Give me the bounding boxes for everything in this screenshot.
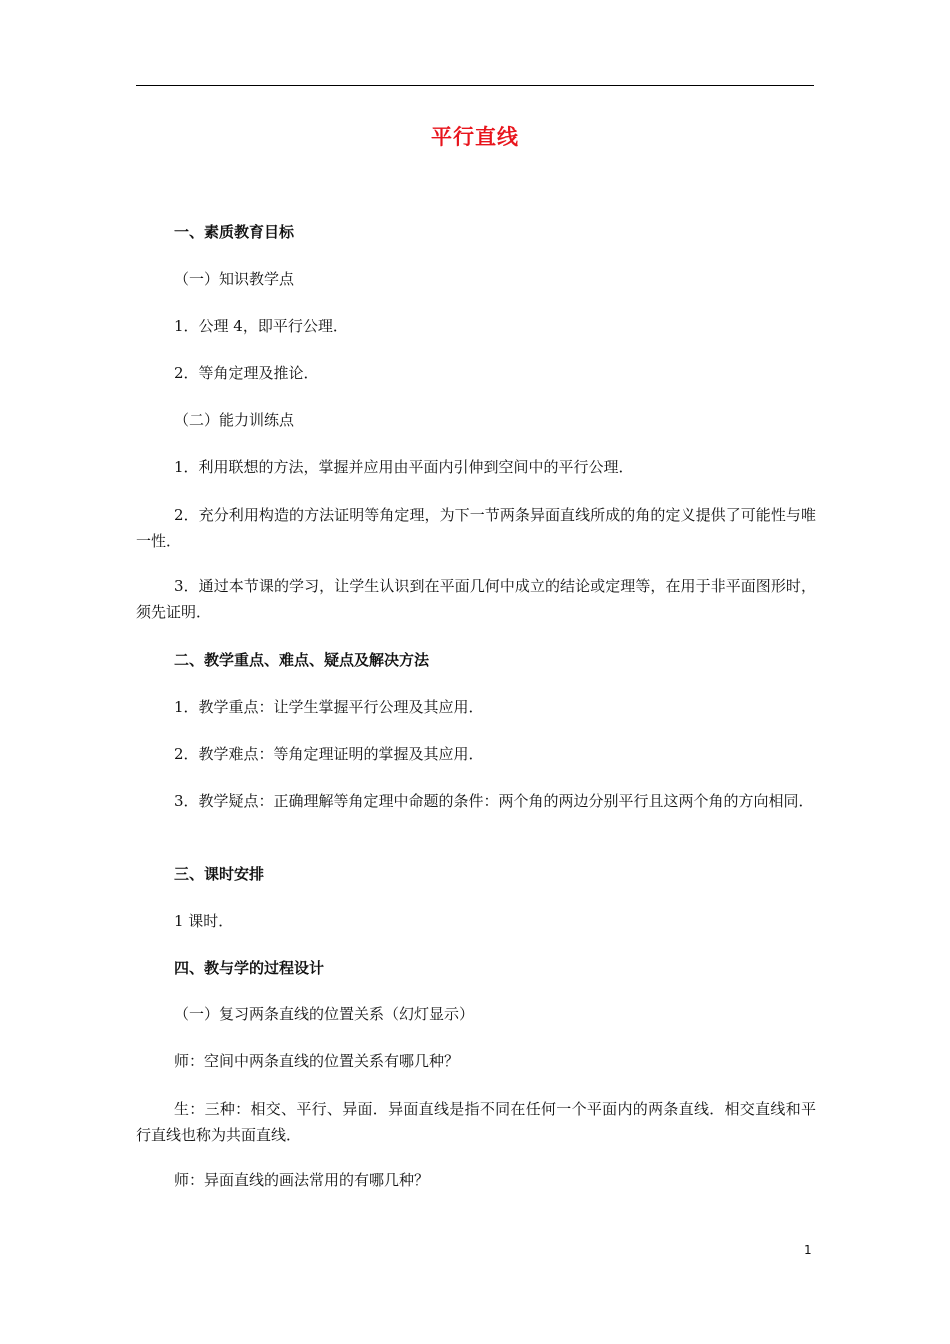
paragraph-2: 2．等角定理及推论． (174, 364, 319, 382)
paragraph-10: 师：空间中两条直线的位置关系有哪几种？ (174, 1052, 460, 1070)
paragraph-9: 1 课时． (174, 912, 234, 930)
paragraph-11: 生：三种：相交、平行、异面．异面直线是指不同在任何一个平面内的两条直线．相交直线和平行直线也称为共面直线． (136, 1100, 816, 1144)
document-title: 平行直线 (431, 125, 519, 149)
section-heading-1: 一、素质教育目标 (174, 223, 295, 241)
section-heading-4: 四、教与学的过程设计 (174, 959, 325, 977)
subsection-heading-3: （一）复习两条直线的位置关系（幻灯显示） (174, 1005, 475, 1023)
section-heading-2: 二、教学重点、难点、疑点及解决方法 (174, 651, 430, 669)
paragraph-1: 1．公理 4，即平行公理． (174, 317, 348, 335)
paragraph-3: 1．利用联想的方法，掌握并应用由平面内引伸到空间中的平行公理． (174, 458, 634, 476)
subsection-heading-1: （一）知识教学点 (174, 270, 295, 288)
paragraph-5: 3．通过本节课的学习，让学生认识到在平面几何中成立的结论或定理等，在用于非平面图形时，须先证明． (136, 577, 816, 621)
subsection-heading-2: （二）能力训练点 (174, 411, 295, 429)
paragraph-7: 2．教学难点：等角定理证明的掌握及其应用． (174, 745, 484, 763)
section-heading-3: 三、课时安排 (174, 865, 265, 883)
paragraph-6: 1．教学重点：让学生掌握平行公理及其应用． (174, 698, 484, 716)
paragraph-8: 3．教学疑点：正确理解等角定理中命题的条件：两个角的两边分别平行且这两个角的方向相同． (174, 792, 814, 810)
page-number: 1 (804, 1243, 812, 1257)
header-rule (136, 85, 814, 86)
paragraph-4: 2．充分利用构造的方法证明等角定理，为下一节两条异面直线所成的角的定义提供了可能性与唯一性． (136, 506, 816, 550)
paragraph-12: 师：异面直线的画法常用的有哪几种？ (174, 1171, 430, 1189)
